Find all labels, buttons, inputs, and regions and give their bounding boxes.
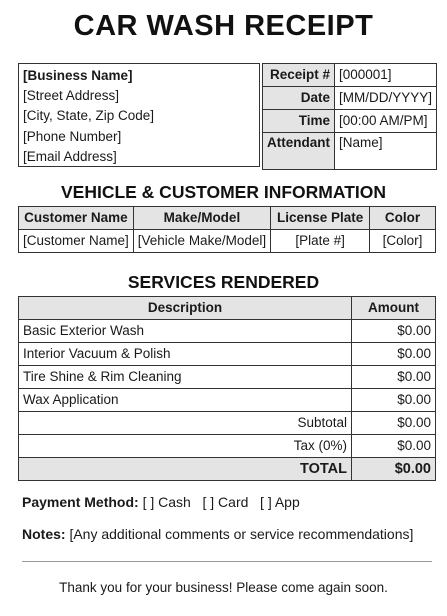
service-description: Tire Shine & Rim Cleaning: [19, 366, 352, 389]
total-row: [19, 458, 436, 481]
col-license-plate: License Plate: [271, 207, 370, 230]
meta-row-date: [263, 87, 437, 110]
service-amount: $0.00: [352, 320, 436, 343]
business-street: [Street Address]: [23, 88, 120, 104]
meta-row-time: [263, 110, 437, 133]
service-amount: $0.00: [352, 366, 436, 389]
subtotal-row: [19, 412, 436, 435]
footer-message: Thank you for your business! Please come again soon.: [59, 580, 388, 595]
service-amount: $0.00: [352, 343, 436, 366]
service-description: Wax Application: [19, 389, 352, 412]
notes: [22, 526, 413, 542]
notes-text: [Any additional comments or service recommendations]: [69, 526, 414, 542]
payment-method: [22, 494, 300, 510]
vehicle-section-title: VEHICLE & CUSTOMER INFORMATION: [60, 182, 387, 202]
tax-label: Tax (0%): [19, 435, 352, 458]
table-row: [19, 320, 436, 343]
service-description: Interior Vacuum & Polish: [19, 343, 352, 366]
business-city: [City, State, Zip Code]: [23, 108, 155, 124]
meta-label: Attendant: [263, 133, 335, 170]
total-value: $0.00: [352, 458, 436, 481]
receipt-title: CAR WASH RECEIPT: [73, 10, 374, 42]
vehicle-table: [18, 206, 436, 253]
service-description: Basic Exterior Wash: [19, 320, 352, 343]
meta-value: [MM/DD/YYYY]: [335, 87, 437, 110]
customer-name-value: [Customer Name]: [19, 230, 134, 253]
meta-value: [000001]: [335, 64, 437, 87]
payment-method-options: [ ] Cash [ ] Card [ ] App: [142, 494, 300, 510]
receipt-meta-table: [262, 63, 437, 170]
tax-row: [19, 435, 436, 458]
meta-label: Date: [263, 87, 335, 110]
table-row: [19, 343, 436, 366]
tax-value: $0.00: [352, 435, 436, 458]
meta-label: Receipt #: [263, 64, 335, 87]
total-label: TOTAL: [19, 458, 352, 481]
col-description: Description: [19, 297, 352, 320]
col-amount: Amount: [352, 297, 436, 320]
services-section-title: SERVICES RENDERED: [127, 272, 320, 292]
table-row: [19, 366, 436, 389]
make-model-value: [Vehicle Make/Model]: [133, 230, 270, 253]
services-table: [18, 296, 436, 481]
vehicle-value-row: [19, 230, 436, 253]
subtotal-label: Subtotal: [19, 412, 352, 435]
color-value: [Color]: [370, 230, 436, 253]
table-row: [19, 389, 436, 412]
col-color: Color: [370, 207, 436, 230]
meta-row-attendant: [263, 133, 437, 170]
business-name: [Business Name]: [23, 68, 133, 83]
meta-row-receipt: [263, 64, 437, 87]
meta-label: Time: [263, 110, 335, 133]
service-amount: $0.00: [352, 389, 436, 412]
business-phone: [Phone Number]: [23, 128, 122, 144]
license-plate-value: [Plate #]: [271, 230, 370, 253]
meta-value: [00:00 AM/PM]: [335, 110, 437, 133]
footer-divider: [22, 561, 432, 562]
meta-value: [Name]: [335, 133, 437, 170]
business-email: [Email Address]: [23, 148, 117, 164]
notes-label: Notes:: [22, 526, 66, 542]
col-customer-name: Customer Name: [19, 207, 134, 230]
services-header-row: [19, 297, 436, 320]
col-make-model: Make/Model: [133, 207, 270, 230]
vehicle-header-row: [19, 207, 436, 230]
payment-method-label: Payment Method:: [22, 494, 139, 510]
subtotal-value: $0.00: [352, 412, 436, 435]
business-info: [18, 63, 260, 167]
